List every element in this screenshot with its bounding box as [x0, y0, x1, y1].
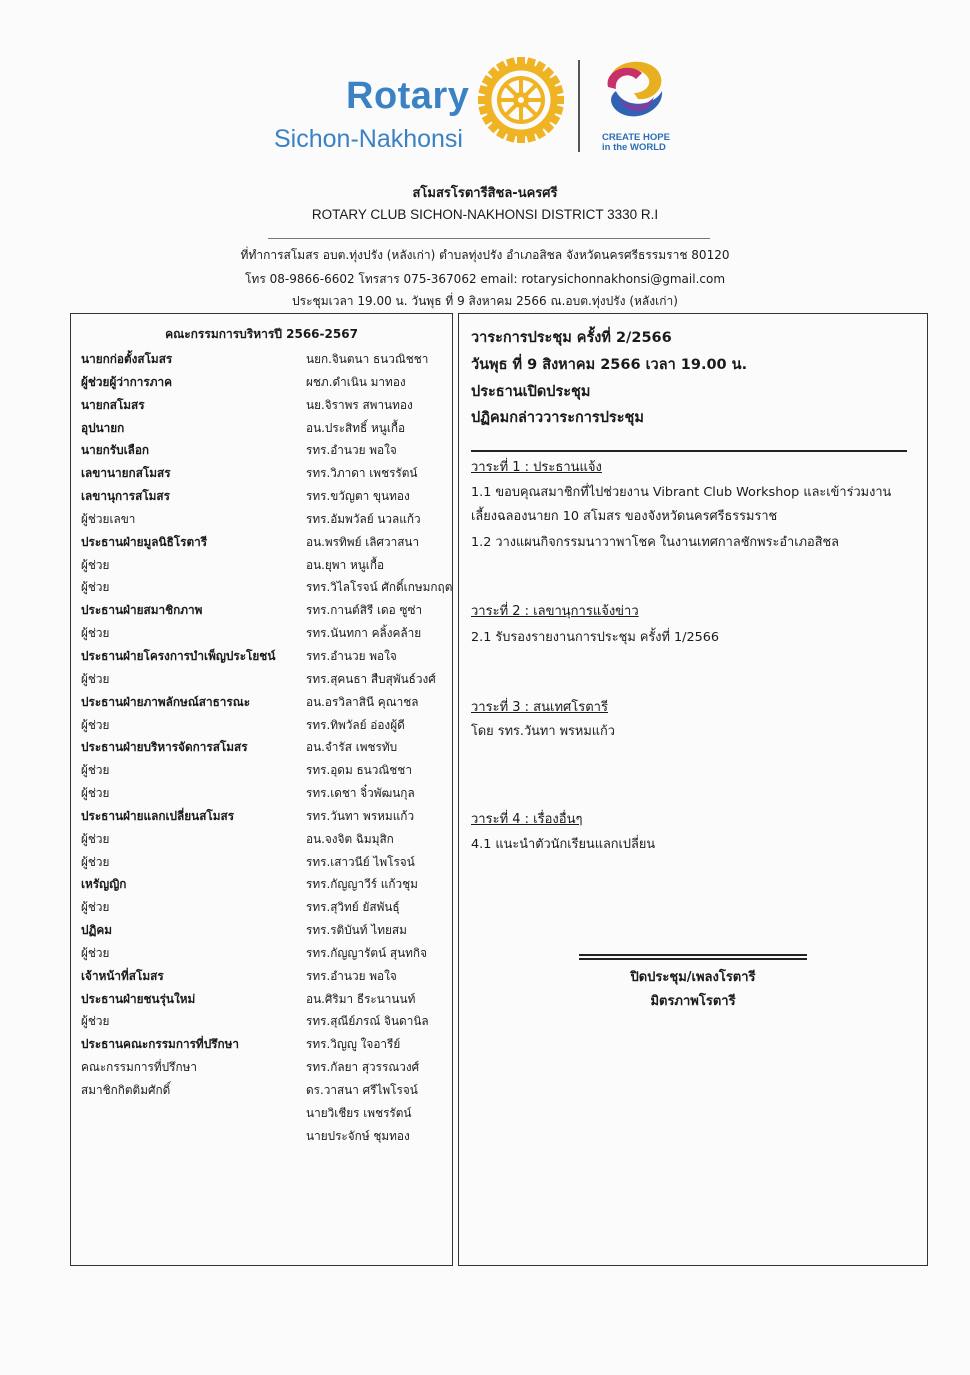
committee-role: ผู้ช่วย [81, 786, 110, 801]
committee-roster [81, 350, 451, 1150]
committee-row [81, 624, 451, 647]
committee-member-name: รทร.สุณีย์ภรณ์ จินดานิล [306, 1014, 429, 1029]
header-divider [268, 238, 710, 239]
committee-member-name: รทร.สุวิทย์ ยัสพันธุ์ [306, 900, 400, 915]
committee-role: คณะกรรมการที่ปรึกษา [81, 1060, 198, 1075]
closing-line-1: ปิดประชุม/เพลงโรตารี [630, 970, 756, 985]
committee-member-name: อน.จงจิต ฉิมมุสิก [306, 831, 394, 846]
committee-role: ประธานฝ่ายโครงการบำเพ็ญประโยชน์ [81, 648, 276, 663]
committee-role: ผู้ช่วย [81, 717, 110, 732]
committee-member-name: ดร.วาสนา ศรีไพโรจน์ [306, 1083, 418, 1097]
committee-member-name: รทร.เดชา จิ๋วพัฒนกุล [306, 786, 415, 801]
committee-role: ผู้ช่วย [81, 580, 110, 595]
committee-member-name: รทร.อำนวย พอใจ [306, 443, 397, 458]
committee-row [81, 898, 451, 921]
committee-member-name: รทร.รติบันท์ ไทยสม [306, 923, 407, 938]
agenda-opening: ประธานเปิดประชุม [471, 384, 591, 400]
committee-member-name: รทร.กานต์สิรี เดอ ซูซ่า [306, 603, 423, 618]
logo-area [0, 55, 970, 165]
committee-row [81, 350, 451, 373]
committee-row [81, 396, 451, 419]
committee-row [81, 738, 451, 761]
committee-member-name: รทร.วันทา พรหมแก้ว [306, 808, 415, 823]
committee-row [81, 533, 451, 556]
agenda-item-1-line-2: เลี้ยงฉลองนายก 10 สโมสร ของจังหวัดนครศรีธรรมราช [471, 509, 778, 524]
committee-role: ประธานฝ่ายสมาชิกภาพ [81, 603, 203, 618]
committee-role: อุปนายก [81, 420, 125, 435]
committee-role: นายกสโมสร [81, 397, 145, 412]
committee-row [81, 556, 451, 579]
committee-role: ผู้ช่วยผู้ว่าการภาค [81, 374, 173, 389]
committee-row [81, 601, 451, 624]
committee-member-name: รทร.กัลยา สุวรรณวงศ์ [306, 1060, 420, 1075]
club-contact: โทร 08-9866-6602 โทรสาร 075-367062 email: rotarysichonnakhonsi@gmail.com [244, 272, 726, 286]
committee-role: ประธานฝ่ายชนรุ่นใหม่ [81, 991, 196, 1006]
committee-member-name: รทร.เสาวนีย์ ไพโรจน์ [306, 854, 415, 869]
committee-member-name: อน.อรวิลาสินี คุณาชล [306, 694, 419, 709]
committee-row [81, 807, 451, 830]
committee-role: ผู้ช่วย [81, 557, 110, 572]
create-hope-text [602, 133, 670, 153]
hope-line-2: in the WORLD [602, 142, 666, 153]
committee-role: ประธานฝ่ายมูลนิธิโรตารี [81, 534, 208, 549]
committee-member-name: รทร.อุดม ธนวณิชชา [306, 763, 412, 778]
committee-row [81, 464, 451, 487]
committee-member-name: รทร.กัญญาวีร์ แก้วชุม [306, 877, 418, 892]
committee-row [81, 784, 451, 807]
rotary-wordmark: Rotary [346, 75, 470, 117]
committee-member-name: รทร.อำนวย พอใจ [306, 968, 397, 983]
committee-role: นายกก่อตั้งสโมสร [81, 352, 173, 366]
committee-role: สมาชิกกิตติมศักดิ์ [81, 1083, 171, 1097]
committee-role: ผู้ช่วย [81, 763, 110, 778]
hope-line-1: CREATE HOPE [602, 132, 670, 143]
agenda-item-2-line-1: 2.1 รับรองรายงานการประชุม ครั้งที่ 1/2566 [471, 630, 720, 645]
committee-member-name: ผชภ.ดำเนิน มาทอง [306, 374, 406, 389]
committee-title: คณะกรรมการบริหารปี 2566-2567 [165, 327, 358, 341]
agenda-host: ปฏิคมกล่าววาระการประชุม [471, 410, 644, 426]
agenda-item-1-title: วาระที่ 1 : ประธานแจ้ง [471, 460, 602, 475]
committee-row [81, 510, 451, 533]
committee-role: ผู้ช่วย [81, 945, 110, 960]
committee-member-name: รทร.ขวัญตา ขุนทอง [306, 489, 410, 504]
committee-role: ประธานฝ่ายบริหารจัดการสโมสร [81, 740, 248, 755]
committee-role: ประธานฝ่ายแลกเปลี่ยนสโมสร [81, 808, 235, 823]
committee-role: ปฏิคม [81, 923, 113, 938]
committee-role: นายกรับเลือก [81, 443, 150, 458]
committee-row [81, 830, 451, 853]
committee-role: ผู้ช่วย [81, 1014, 110, 1029]
club-wordmark: Sichon-Nakhonsi [274, 125, 463, 153]
committee-role: ผู้ช่วย [81, 854, 110, 869]
committee-member-name: รทร.นันทกา คลิ้งคล้าย [306, 626, 422, 641]
committee-row [81, 921, 451, 944]
committee-role: ผู้ช่วย [81, 626, 110, 641]
committee-row [81, 1012, 451, 1035]
committee-row [81, 441, 451, 464]
committee-role: เหรัญญิก [81, 877, 127, 892]
committee-member-name: อน.ยุพา หนูเกื้อ [306, 557, 385, 572]
committee-role: ผู้ช่วยเลขา [81, 511, 136, 526]
committee-role: ประธานคณะกรรมการที่ปรึกษา [81, 1037, 240, 1052]
committee-row [81, 487, 451, 510]
agenda-item-4-line-1: 4.1 แนะนำตัวนักเรียนแลกเปลี่ยน [471, 837, 656, 852]
committee-row [81, 419, 451, 442]
agenda-item-1-line-3: 1.2 วางแผนกิจกรรมนาวาพาโชค ในงานเทศกาลชักพระอำเภอสิชล [471, 535, 840, 550]
committee-member-name: อน.จำรัส เพชรทับ [306, 740, 398, 755]
committee-member-name: รทร.อำนวย พอใจ [306, 648, 397, 663]
committee-row [81, 716, 451, 739]
club-address: ที่ทำการสโมสร อบต.ทุ่งปรัง (หลังเก่า) ตำบลทุ่งปรัง อำเภอสิชล จังหวัดนครศรีธรรมราช 80120 [240, 248, 730, 262]
club-name-thai: สโมสรโรตารีสิชล-นครศรี [412, 186, 558, 201]
committee-row [81, 373, 451, 396]
committee-member-name: อน.ประสิทธิ์ หนูเกื้อ [306, 420, 406, 435]
closing-rule-bottom [579, 958, 807, 960]
committee-role: เลขานายกสโมสร [81, 466, 171, 481]
agenda-date: วันพุธ ที่ 9 สิงหาคม 2566 เวลา 19.00 น. [471, 357, 748, 373]
meeting-info: ประชุมเวลา 19.00 น. วันพุธ ที่ 9 สิงหาคม 2566 ณ.อบต.ทุ่งปรัง (หลังเก่า) [292, 294, 678, 308]
committee-role: ผู้ช่วย [81, 831, 110, 846]
closing-line-2: มิตรภาพโรตารี [650, 994, 736, 1009]
committee-role: ผู้ช่วย [81, 671, 110, 686]
committee-row [81, 578, 451, 601]
committee-row [81, 693, 451, 716]
committee-role: เจ้าหน้าที่สโมสร [81, 968, 164, 983]
create-hope-logo-icon [598, 57, 668, 123]
club-name-english: ROTARY CLUB SICHON-NAKHONSI DISTRICT 3330 R.I [311, 207, 659, 222]
committee-member-name: อน.พรทิพย์ เลิศวาสนา [306, 534, 420, 549]
committee-row [81, 647, 451, 670]
committee-row [81, 1035, 451, 1058]
committee-row [81, 967, 451, 990]
agenda-box [458, 313, 928, 1266]
agenda-item-3-line-1: โดย รทร.วันทา พรหมแก้ว [471, 724, 615, 739]
committee-member-name: นายวิเชียร เพชรรัตน์ [306, 1105, 412, 1120]
committee-member-name: รทร.สุคนธา สืบสุพันธ์วงศ์ [306, 671, 436, 686]
agenda-item-4-title: วาระที่ 4 : เรื่องอื่นๆ [471, 812, 583, 827]
committee-member-name: รทร.อัมพวัลย์ นวลแก้ว [306, 511, 421, 526]
committee-box [70, 313, 453, 1266]
committee-member-name: รทร.วิไลโรจน์ ศักดิ์เกษมกฤต [306, 580, 453, 595]
committee-row [81, 1104, 451, 1127]
agenda-item-1-line-1: 1.1 ขอบคุณสมาชิกที่ไปช่วยงาน Vibrant Club Workshop และเข้าร่วมงาน [471, 485, 892, 500]
agenda-item-2-title: วาระที่ 2 : เลขานุการแจ้งข่าว [471, 604, 639, 619]
rotary-wheel-icon [478, 57, 564, 143]
committee-member-name: รทร.วิญญู ใจอารีย์ [306, 1037, 401, 1052]
committee-row [81, 1058, 451, 1081]
agenda-heading: วาระการประชุม ครั้งที่ 2/2566 [471, 330, 672, 346]
committee-row [81, 990, 451, 1013]
committee-member-name: รทร.กัญญารัตน์ สุนทกิจ [306, 945, 427, 960]
committee-member-name: นายประจักษ์ ชุมทอง [306, 1128, 410, 1143]
committee-row [81, 761, 451, 784]
committee-member-name: นยก.จินตนา ธนวณิชชา [306, 352, 429, 366]
agenda-item-3-title: วาระที่ 3 : สนเทศโรตารี [471, 700, 608, 715]
committee-row [81, 670, 451, 693]
committee-row [81, 1081, 451, 1104]
committee-row [81, 944, 451, 967]
committee-role: เลขานุการสโมสร [81, 489, 170, 504]
committee-member-name: รทร.ทิพวัลย์ อ่องผู้ดี [306, 717, 405, 732]
closing-rule-top [579, 954, 807, 956]
committee-row [81, 853, 451, 876]
committee-role: ประธานฝ่ายภาพลักษณ์สาธารณะ [81, 694, 251, 709]
committee-role: ผู้ช่วย [81, 900, 110, 915]
committee-row [81, 1127, 451, 1150]
committee-member-name: อน.ศิริมา ธีระนานนท์ [306, 991, 416, 1006]
committee-row [81, 875, 451, 898]
committee-member-name: นย.จิราพร สพานทอง [306, 397, 413, 412]
committee-member-name: รทร.วิภาดา เพชรรัตน์ [306, 466, 418, 481]
logo-divider [578, 60, 580, 152]
agenda-divider [471, 450, 907, 452]
